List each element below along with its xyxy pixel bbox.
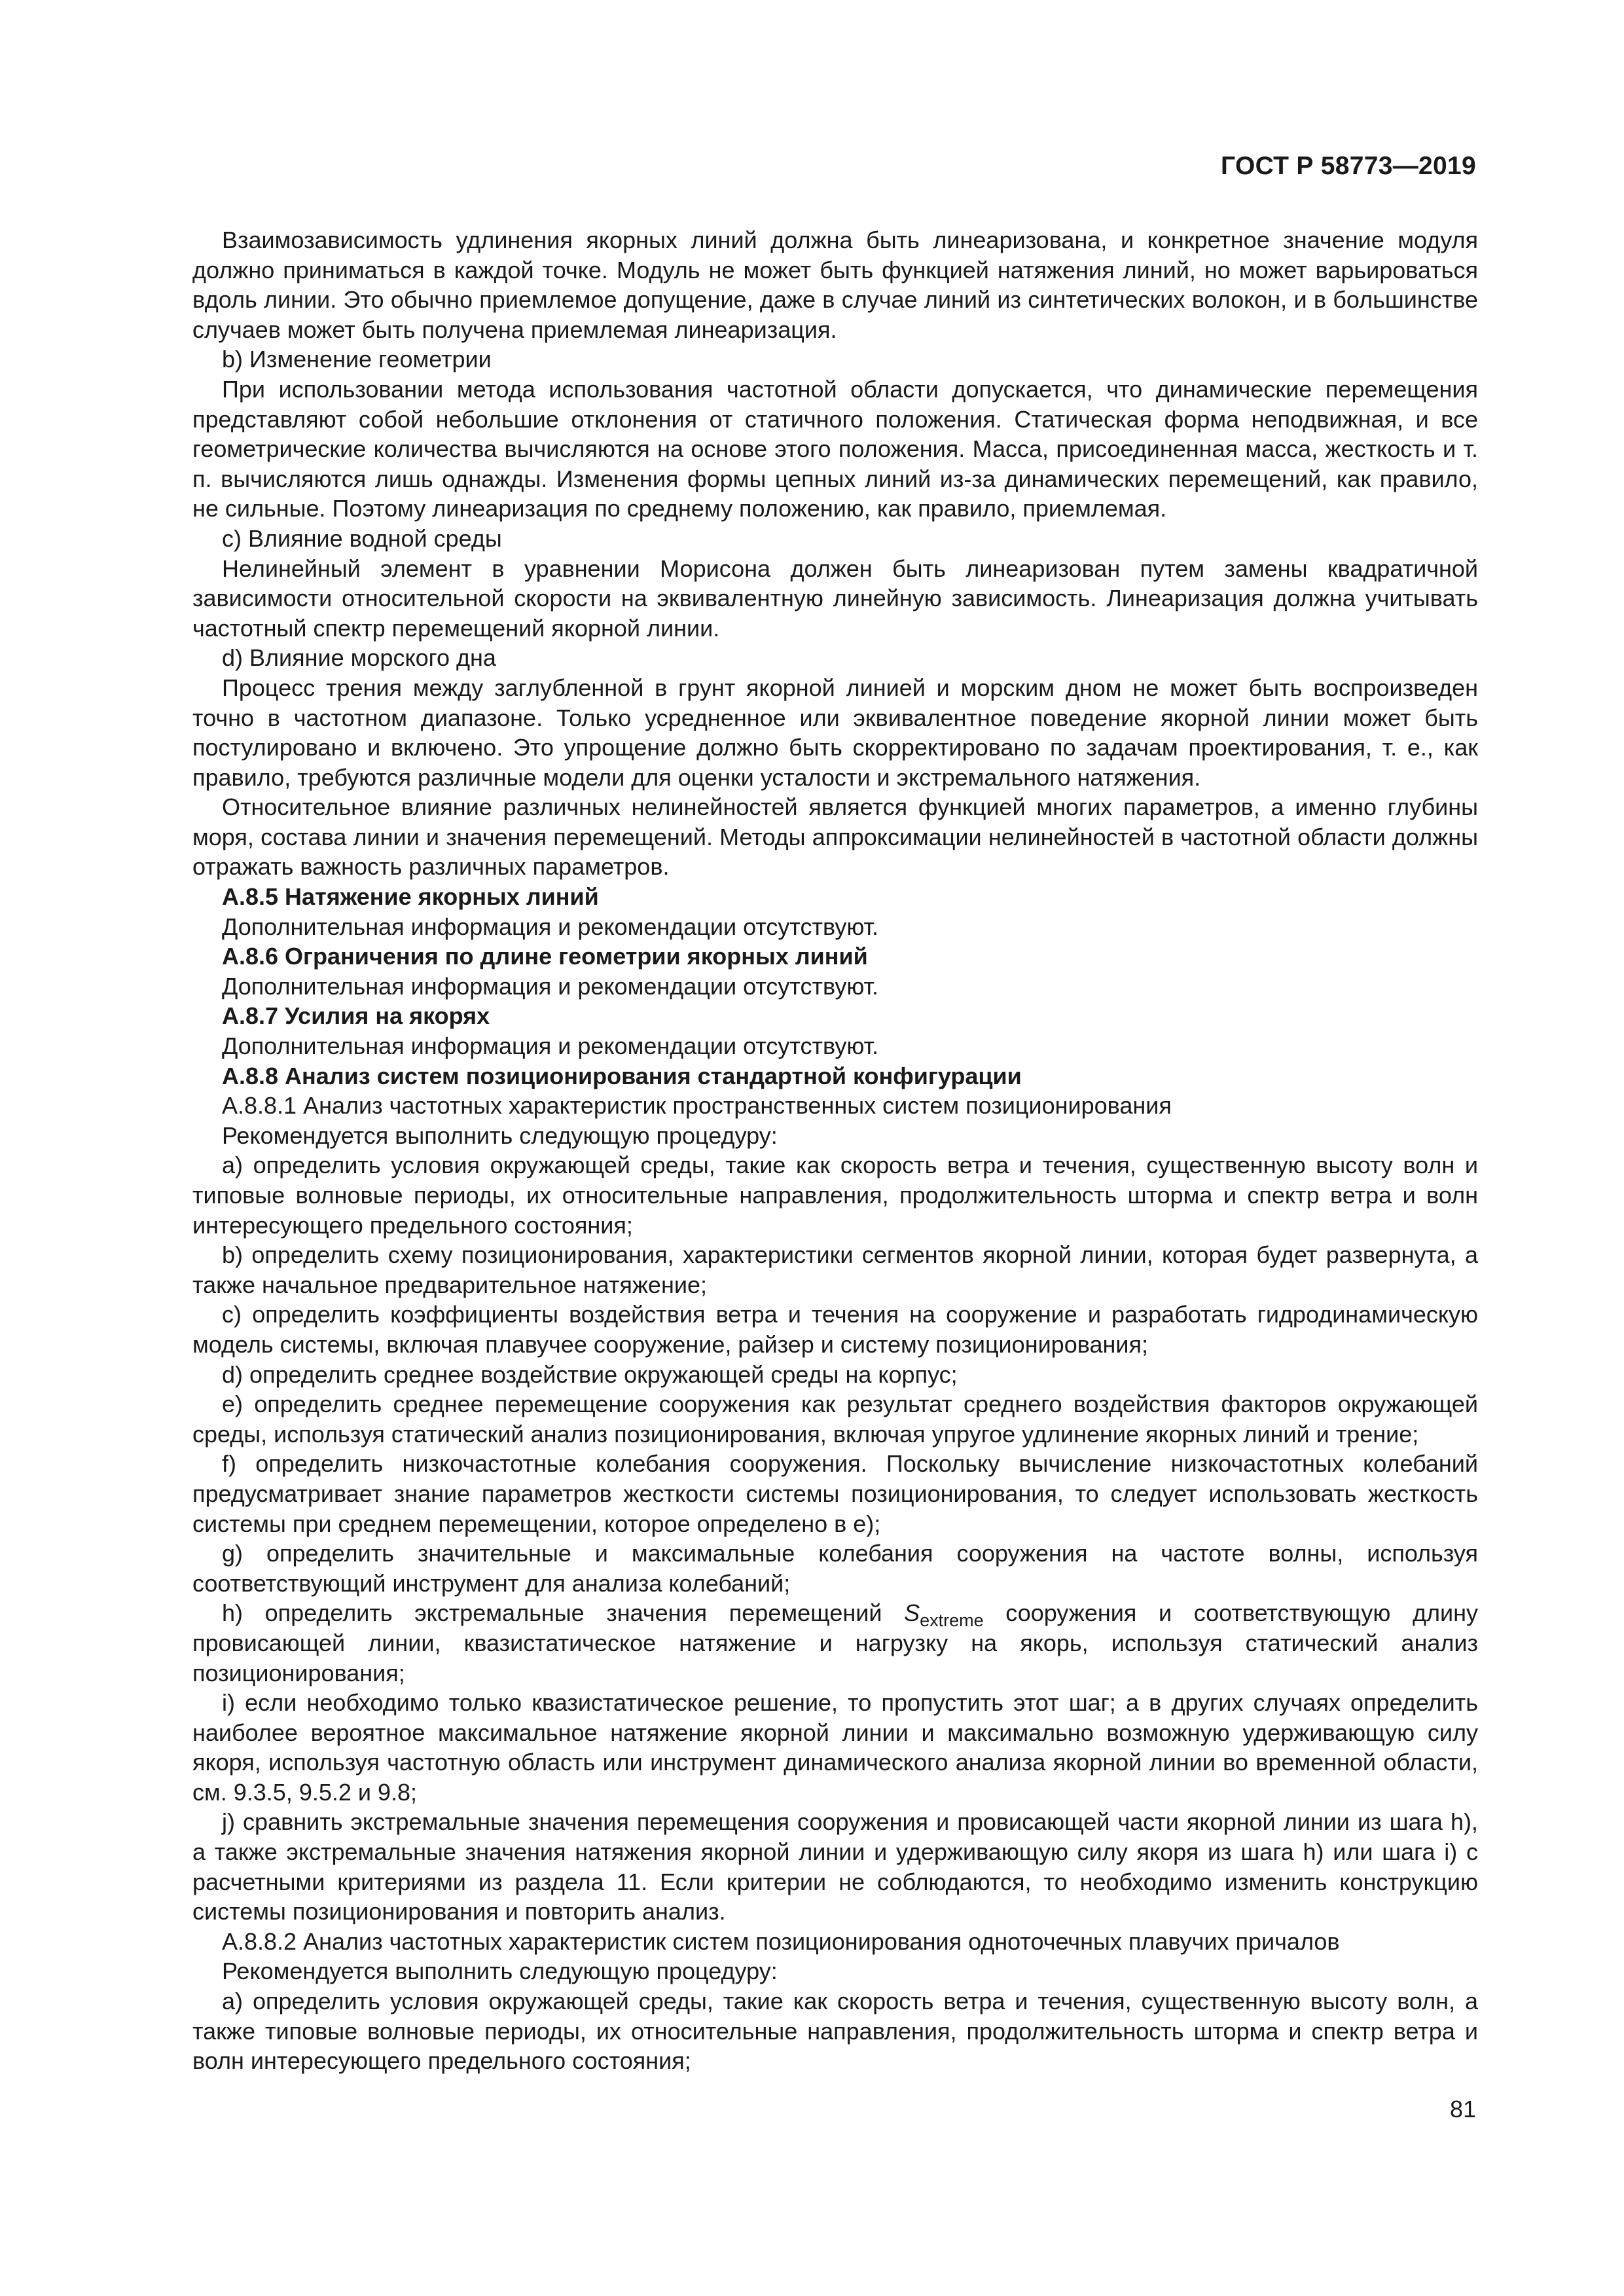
symbol-subscript: extreme <box>920 1611 984 1631</box>
paragraph: Процесс трения между заглубленной в грунт якорной линией и морским дном не может быть воспроизведен точно в частотном диапазоне. Только усредненное или эквивалентное поведение якорной линии может быть постулировано и включено. Это упрощение должно быть скорректировано по задачам проектирования, т. е., как правило, требуются различные модели для оценки усталости и экстремального натяжения. <box>192 674 1478 791</box>
paragraph: Относительное влияние различных нелинейностей является функцией многих параметров, а именно глубины моря, состава линии и значения перемещений. Методы аппроксимации нелинейностей в частотной области должны отражать важность различных параметров. <box>192 793 1478 881</box>
list-item: f) определить низкочастотные колебания сооружения. Поскольку вычисление низкочастотных колебаний предусматривает знание параметров жесткости системы позиционирования, то следует использовать жесткость системы при среднем перемещении, которое определено в e); <box>192 1450 1478 1537</box>
subsection-heading: А.8.8.1 Анализ частотных характеристик пространственных систем позиционирования <box>222 1092 1172 1120</box>
paragraph: Дополнительная информация и рекомендации отсутствуют. <box>222 972 879 1000</box>
list-item <box>192 1598 1478 1688</box>
symbol-s: S <box>904 1599 920 1627</box>
page-number: 81 <box>1449 2096 1476 2123</box>
list-item: d) определить среднее воздействие окружающей среды на корпус; <box>222 1360 958 1388</box>
section-heading: А.8.7 Усилия на якорях <box>222 1002 490 1030</box>
list-item-text: h) определить экстремальные значения перемещений <box>222 1599 905 1627</box>
document-code: ГОСТ Р 58773—2019 <box>1221 152 1476 180</box>
list-item: d) Влияние морского дна <box>222 644 496 672</box>
paragraph: Рекомендуется выполнить следующую процедуру: <box>222 1958 778 1985</box>
list-item: а) определить условия окружающей среды, такие как скорость ветра и течения, существенную высоту волн и типовые волновые периоды, их относительные направления, продолжительность шторма и спектр ветра и волн интересующего предельного состояния; <box>192 1152 1478 1239</box>
list-item: c) определить коэффициенты воздействия ветра и течения на сооружение и разработать гидродинамическую модель системы, включая плавучее сооружение, райзер и систему позиционирования; <box>192 1301 1478 1358</box>
list-item-text: сооружения и соответствующую длину провисающей линии, квазистатическое натяжение и нагрузку на якорь, используя статический анализ позиционирования; <box>192 1599 1479 1686</box>
list-item: j) сравнить экстремальные значения перемещения сооружения и провисающей части якорной линии из шага h), а также экстремальные значения натяжения якорной линии и удерживающую силу якоря из шага h) или шага i) с расчетными критериями из раздела 11. Если критерии не соблюдаются, то необходимо изменить конструкцию системы позиционирования и повторить анализ. <box>192 1808 1478 1925</box>
list-item: а) определить условия окружающей среды, такие как скорость ветра и течения, существенную высоту волн, а также типовые волновые периоды, их относительные направления, продолжительность шторма и спектр ветра и волн интересующего предельного состояния; <box>192 1988 1478 2075</box>
list-item: i) если необходимо только квазистатическое решение, то пропустить этот шаг; а в других случаях определить наиболее вероятное максимальное натяжение якорной линии и максимально возможную удерживающую силу якоря, используя частотную область или инструмент динамического анализа якорной линии во временной области, см. 9.3.5, 9.5.2 и 9.8; <box>192 1689 1478 1806</box>
paragraph: Взаимозависимость удлинения якорных линий должна быть линеаризована, и конкретное значение модуля должно приниматься в каждой точке. Модуль не может быть функцией натяжения линий, но может варьироваться вдоль линии. Это обычно приемлемое допущение, даже в случае линий из синтетических волокон, и в большинстве случаев может быть получена приемлемая линеаризация. <box>192 227 1478 343</box>
paragraph: Нелинейный элемент в уравнении Морисона должен быть линеаризован путем замены квадратичной зависимости относительной скорости на эквивалентную линейную зависимость. Линеаризация должна учитывать частотный спектр перемещений якорной линии. <box>192 555 1478 642</box>
list-item: b) определить схему позиционирования, характеристики сегментов якорной линии, которая будет развернута, а также начальное предварительное натяжение; <box>192 1241 1478 1298</box>
subsection-heading: А.8.8.2 Анализ частотных характеристик систем позиционирования одноточечных плавучих причалов <box>222 1927 1340 1955</box>
paragraph: При использовании метода использования частотной области допускается, что динамические перемещения представляют собой небольшие отклонения от статичного положения. Статическая форма неподвижная, и все геометрические количества вычисляются на основе этого положения. Масса, присоединенная масса, жесткость и т. п. вычисляются лишь однажды. Изменения формы цепных линий из-за динамических перемещений, как правило, не сильные. Поэтому линеаризация по среднему положению, как правило, приемлемая. <box>192 375 1478 522</box>
section-heading: А.8.5 Натяжение якорных линий <box>222 883 599 911</box>
paragraph: Дополнительная информация и рекомендации отсутствуют. <box>222 1032 879 1060</box>
section-heading: А.8.8 Анализ систем позиционирования стандартной конфигурации <box>222 1062 1022 1089</box>
paragraph: Рекомендуется выполнить следующую процедуру: <box>222 1121 778 1149</box>
list-item: e) определить среднее перемещение сооружения как результат среднего воздействия факторов окружающей среды, используя статический анализ позиционирования, включая упругое удлинение якорных линий и трение; <box>192 1391 1478 1448</box>
list-item: g) определить значительные и максимальные колебания сооружения на частоте волны, используя соответствующий инструмент для анализа колебаний; <box>192 1540 1478 1597</box>
list-item: c) Влияние водной среды <box>222 524 502 552</box>
list-item: b) Изменение геометрии <box>222 346 492 373</box>
section-heading: А.8.6 Ограничения по длине геометрии якорных линий <box>222 943 868 970</box>
page-body <box>192 225 1478 2076</box>
paragraph: Дополнительная информация и рекомендации отсутствуют. <box>222 913 879 940</box>
